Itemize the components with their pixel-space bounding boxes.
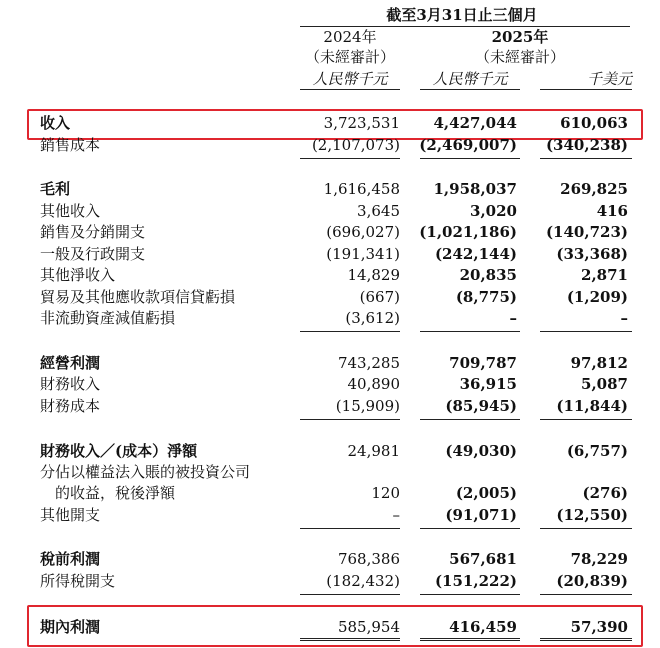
table-row — [0, 265, 660, 286]
value-2025-rmb: 1,958,037 — [433, 180, 517, 198]
subtotal-rule — [420, 528, 520, 529]
total-double-rule — [300, 638, 400, 641]
table-row — [0, 483, 660, 504]
value-2025-usd: (11,844) — [556, 397, 628, 415]
value-2025-usd: 57,390 — [570, 618, 628, 636]
value-2025-rmb: 4,427,044 — [433, 114, 517, 132]
col3-unit: 千美元 — [586, 70, 632, 88]
value-2024: 14,829 — [347, 266, 400, 284]
value-2024: (2,107,073) — [311, 136, 400, 154]
row-label: 期內利潤 — [40, 618, 101, 636]
value-2025-rmb: 567,681 — [449, 550, 517, 568]
table-row — [0, 396, 660, 417]
value-2025-usd: (276) — [582, 484, 628, 502]
table-row — [0, 617, 660, 638]
value-2025-rmb: (1,021,186) — [419, 223, 517, 241]
value-2024: (3,612) — [345, 309, 400, 327]
row-label: 財務收入 — [40, 375, 101, 393]
row-label: 其他開支 — [40, 506, 101, 524]
value-2025-rmb: (151,222) — [434, 572, 517, 590]
value-2025-rmb: (85,945) — [445, 397, 517, 415]
table-row — [0, 549, 660, 570]
value-2025-usd: (12,550) — [556, 506, 628, 524]
value-2025-usd: 269,825 — [560, 180, 628, 198]
value-2025-usd: (340,238) — [545, 136, 628, 154]
row-label: 財務收入／(成本）淨額 — [40, 442, 198, 460]
row-label: 經營利潤 — [40, 354, 101, 372]
subtotal-rule — [420, 331, 520, 332]
col1-year: 2024年 — [323, 28, 377, 46]
value-2024: 585,954 — [337, 618, 400, 636]
subtotal-rule — [540, 158, 632, 159]
table-row — [0, 308, 660, 329]
subtotal-rule — [300, 158, 400, 159]
value-2025-rmb: (49,030) — [445, 442, 517, 460]
table-row — [0, 113, 660, 134]
subtotal-rule — [300, 594, 400, 595]
value-2025-rmb: (91,071) — [445, 506, 517, 524]
value-2025-usd: (20,839) — [556, 572, 628, 590]
row-label: 收入 — [40, 114, 71, 132]
value-2025-usd: 97,812 — [570, 354, 628, 372]
value-2024: 1,616,458 — [323, 180, 400, 198]
row-label: 銷售成本 — [40, 136, 101, 154]
subtotal-rule — [420, 158, 520, 159]
row-label: 毛利 — [40, 180, 71, 198]
row-label: 分佔以權益法入賬的被投資公司 — [40, 463, 251, 481]
value-2025-rmb: (2,469,007) — [419, 136, 517, 154]
subtotal-rule — [540, 331, 632, 332]
table-row — [0, 244, 660, 265]
total-double-rule — [420, 638, 520, 641]
col0-unit-rule — [300, 89, 400, 90]
value-2025-rmb: (242,144) — [434, 245, 517, 263]
value-2024: 24,981 — [347, 442, 400, 460]
value-2024: 3,723,531 — [323, 114, 400, 132]
value-2025-rmb: (2,005) — [455, 484, 517, 502]
table-row — [0, 135, 660, 156]
value-2024: (667) — [359, 288, 400, 306]
value-2024: 40,890 — [347, 375, 400, 393]
value-2025-usd: 416 — [596, 202, 628, 220]
row-label: 一般及行政開支 — [40, 245, 146, 263]
value-2025-usd: (1,209) — [566, 288, 628, 306]
table-row — [0, 201, 660, 222]
subtotal-rule — [300, 528, 400, 529]
col2-year: 2025年 — [491, 28, 549, 46]
value-2025-usd: (140,723) — [545, 223, 628, 241]
total-double-rule — [540, 638, 632, 641]
value-2025-usd: 2,871 — [581, 266, 628, 284]
table-row — [0, 353, 660, 374]
col3-unit-rule — [540, 89, 632, 90]
table-row — [0, 571, 660, 592]
row-label: 所得稅開支 — [40, 572, 116, 590]
value-2025-usd: 610,063 — [560, 114, 628, 132]
value-2024: (191,341) — [326, 245, 400, 263]
value-2025-rmb: 36,915 — [459, 375, 517, 393]
value-2024: (15,909) — [335, 397, 400, 415]
value-2025-rmb: 3,020 — [470, 202, 517, 220]
subtotal-rule — [300, 419, 400, 420]
col1-audit: （未經審計） — [304, 48, 395, 66]
row-label: 其他淨收入 — [40, 266, 116, 284]
table-row — [0, 179, 660, 200]
value-2024: (182,432) — [326, 572, 400, 590]
subtotal-rule — [420, 594, 520, 595]
col1-unit: 人民幣千元 — [312, 70, 388, 88]
col2-audit: （未經審計） — [474, 48, 565, 66]
value-2025-rmb: (8,775) — [455, 288, 517, 306]
table-row — [0, 462, 660, 483]
value-2025-usd: (33,368) — [556, 245, 628, 263]
subtotal-rule — [540, 594, 632, 595]
value-2025-rmb: 20,835 — [459, 266, 517, 284]
row-label: 其他收入 — [40, 202, 101, 220]
value-2024: 120 — [371, 484, 400, 502]
period-heading: 截至3月31日止三個月 — [386, 6, 538, 24]
value-2025-rmb: 416,459 — [449, 618, 517, 636]
table-row — [0, 374, 660, 395]
value-2024: – — [392, 506, 400, 524]
value-2024: 3,645 — [357, 202, 400, 220]
row-label: 稅前利潤 — [40, 550, 101, 568]
subtotal-rule — [540, 419, 632, 420]
value-2025-rmb: 709,787 — [449, 354, 517, 372]
table-row — [0, 505, 660, 526]
row-label: 的收益，稅後淨額 — [55, 484, 176, 502]
table-row — [0, 287, 660, 308]
value-2024: 768,386 — [337, 550, 400, 568]
value-2024: 743,285 — [337, 354, 400, 372]
row-label: 銷售及分銷開支 — [40, 223, 146, 241]
value-2025-rmb: – — [509, 309, 517, 327]
col1-unit-rule — [420, 89, 520, 90]
row-label: 貿易及其他應收款項信貸虧損 — [40, 288, 236, 306]
subtotal-rule — [540, 528, 632, 529]
subtotal-rule — [300, 331, 400, 332]
table-row — [0, 222, 660, 243]
value-2025-usd: 78,229 — [570, 550, 628, 568]
value-2025-usd: 5,087 — [581, 375, 628, 393]
subtotal-rule — [420, 419, 520, 420]
value-2025-usd: – — [620, 309, 628, 327]
value-2025-usd: (6,757) — [566, 442, 628, 460]
value-2024: (696,027) — [326, 223, 400, 241]
table-row — [0, 441, 660, 462]
col2-unit: 人民幣千元 — [432, 70, 508, 88]
row-label: 財務成本 — [40, 397, 101, 415]
row-label: 非流動資產減值虧損 — [40, 309, 176, 327]
